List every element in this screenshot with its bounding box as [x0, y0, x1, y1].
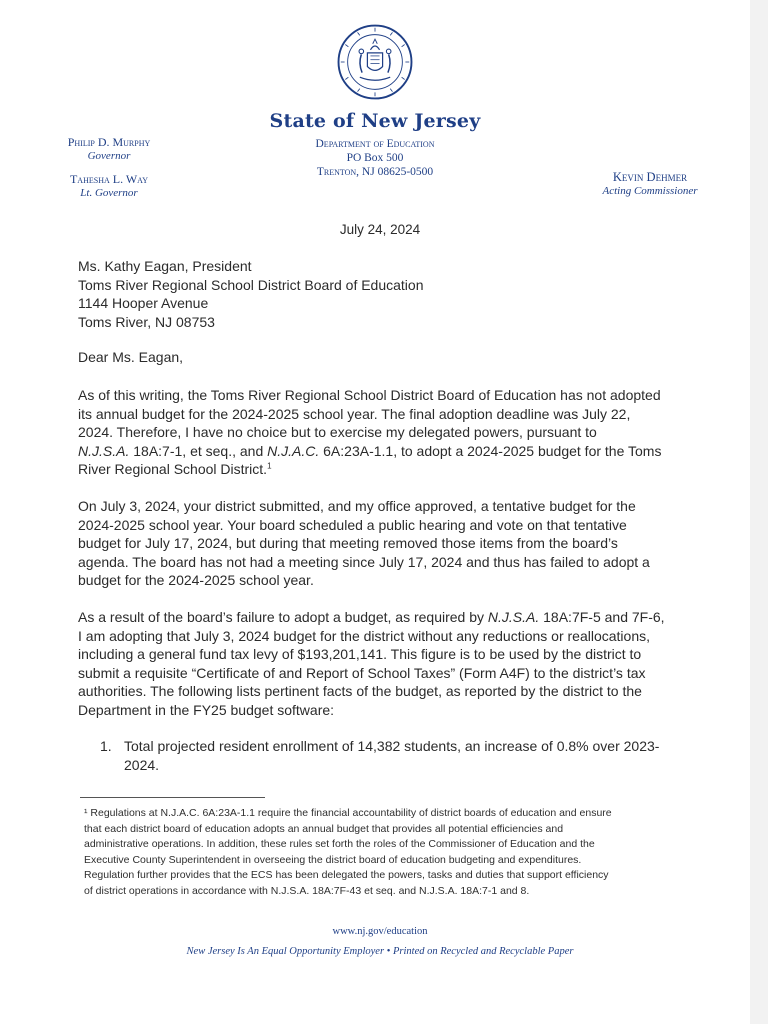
citation: N.J.S.A.	[487, 609, 540, 625]
text-line: agenda. The board has not had a meeting since July 17, 2024 and thus has failed to adopt a	[78, 553, 650, 570]
letter-date: July 24, 2024	[339, 222, 421, 237]
salutation-text: Dear Ms. Eagan,	[78, 349, 184, 365]
text-line: submit a requisite “Certificate of and Report of School Taxes” (Form A4F) to the district’s tax	[78, 664, 646, 681]
website-link[interactable]: www.nj.gov/education	[332, 926, 428, 937]
commissioner-title: Acting Commissioner	[602, 185, 698, 197]
list-text	[124, 737, 694, 774]
text-line	[78, 460, 698, 479]
footnote-line: administrative operations. In addition, these rules set forth the roles of the Commissioner of Education and the	[84, 838, 595, 850]
citation: N.J.A.C.	[267, 442, 320, 459]
footnote-line: ¹ Regulations at N.J.A.C. 6A:23A-1.1 require the financial accountability of district boards of education and ensure	[84, 807, 612, 819]
text-line	[78, 442, 698, 461]
footnote-ref[interactable]: 1	[267, 461, 272, 471]
state-title: State of New Jersey	[269, 110, 481, 132]
text-span: As a result of the board’s failure to adopt a budget, as required by	[78, 609, 488, 625]
recipient-line: Toms River Regional School District Board of Education	[78, 276, 424, 293]
recipient-line: Toms River, NJ 08753	[78, 313, 215, 330]
equal-opportunity-footer: New Jersey Is An Equal Opportunity Employer • Printed on Recycled and Recyclable Paper	[186, 946, 574, 957]
paragraph-3	[78, 608, 698, 719]
citation: N.J.S.A.	[78, 442, 130, 459]
list-number: 1.	[100, 738, 112, 754]
governor-title: Governor	[87, 150, 131, 162]
footnote-line: of district operations in accordance with N.J.S.A. 18A:7F-43 et seq. and N.J.S.A. 18A:7-1 and 8.	[84, 884, 530, 897]
recipient-line: Ms. Kathy Eagan, President	[78, 258, 252, 274]
text-line	[78, 608, 698, 627]
text-span: River Regional School District.	[78, 461, 268, 477]
governor-name: Philip D. Murphy	[67, 135, 151, 149]
text-line: Total projected resident enrollment of 14,382 students, an increase of 0.8% over 2023-	[124, 738, 660, 754]
footnote	[84, 806, 694, 899]
text-line: its annual budget for the 2024-2025 school year. The final adoption deadline was July 22,	[78, 405, 631, 422]
page-edge	[750, 0, 768, 1024]
text-line: budget for the 2024-2025 school year.	[78, 572, 314, 588]
text-line: including a general fund tax levy of $193,201,141. This figure is to be used by the district to	[78, 646, 642, 662]
commissioner-name: Kevin Dehmer	[612, 170, 688, 184]
text-line: On July 3, 2024, your district submitted, and my office approved, a tentative budget for the	[78, 498, 636, 514]
text-line: I am adopting that July 3, 2024 budget for the district without any reductions or reallocations,	[78, 627, 650, 644]
lt-governor-title: Lt. Governor	[80, 187, 138, 199]
text-line: As of this writing, the Toms River Regional School District Board of Education has not adopted	[78, 387, 661, 403]
left-officials	[34, 135, 184, 209]
salutation	[78, 348, 698, 367]
lt-governor-name: Tahesha L. Way	[69, 172, 149, 186]
footnote-line: that each district board of education adopts an annual budget that provides all potential efficiencies and	[84, 822, 564, 835]
footnote-divider	[80, 797, 265, 798]
recipient-address	[78, 257, 424, 331]
department-name: Department of Education	[315, 138, 435, 150]
text-span: 6A:23A-1.1, to adopt a 2024-2025 budget for the Toms	[319, 442, 662, 459]
text-line: budget for July 17, 2024, but during that meeting removed those items from the board’s	[78, 535, 618, 551]
paragraph-1	[78, 386, 698, 479]
text-line: 2024.	[124, 756, 160, 773]
city-address: Trenton, NJ 08625-0500	[316, 166, 434, 178]
footnote-line: Executive County Superintendent in overseeing the district board of education budgeting and expenditures.	[84, 853, 582, 866]
text-span: 18A:7F-5 and 7F-6,	[539, 609, 665, 625]
footnote-line: Regulation further provides that the ECS has been delegated the powers, tasks and duties that support efficiency	[84, 869, 609, 881]
text-line: Department in the FY25 budget software:	[78, 701, 335, 718]
po-box: PO Box 500	[346, 152, 404, 164]
text-line: 2024-2025 school year. Your board scheduled a public hearing and vote on that tentative	[78, 516, 627, 533]
department-block	[200, 137, 550, 179]
recipient-line: 1144 Hooper Avenue	[78, 295, 209, 311]
right-officials	[575, 170, 725, 197]
text-span: 18A:7-1, et seq., and	[129, 442, 268, 459]
text-line: authorities. The following lists pertinent facts of the budget, as reported by the district to the	[78, 683, 642, 699]
text-line: 2024. Therefore, I have no choice but to exercise my delegated powers, pursuant to	[78, 424, 597, 440]
paragraph-2	[78, 497, 698, 590]
state-seal-icon	[337, 24, 413, 100]
